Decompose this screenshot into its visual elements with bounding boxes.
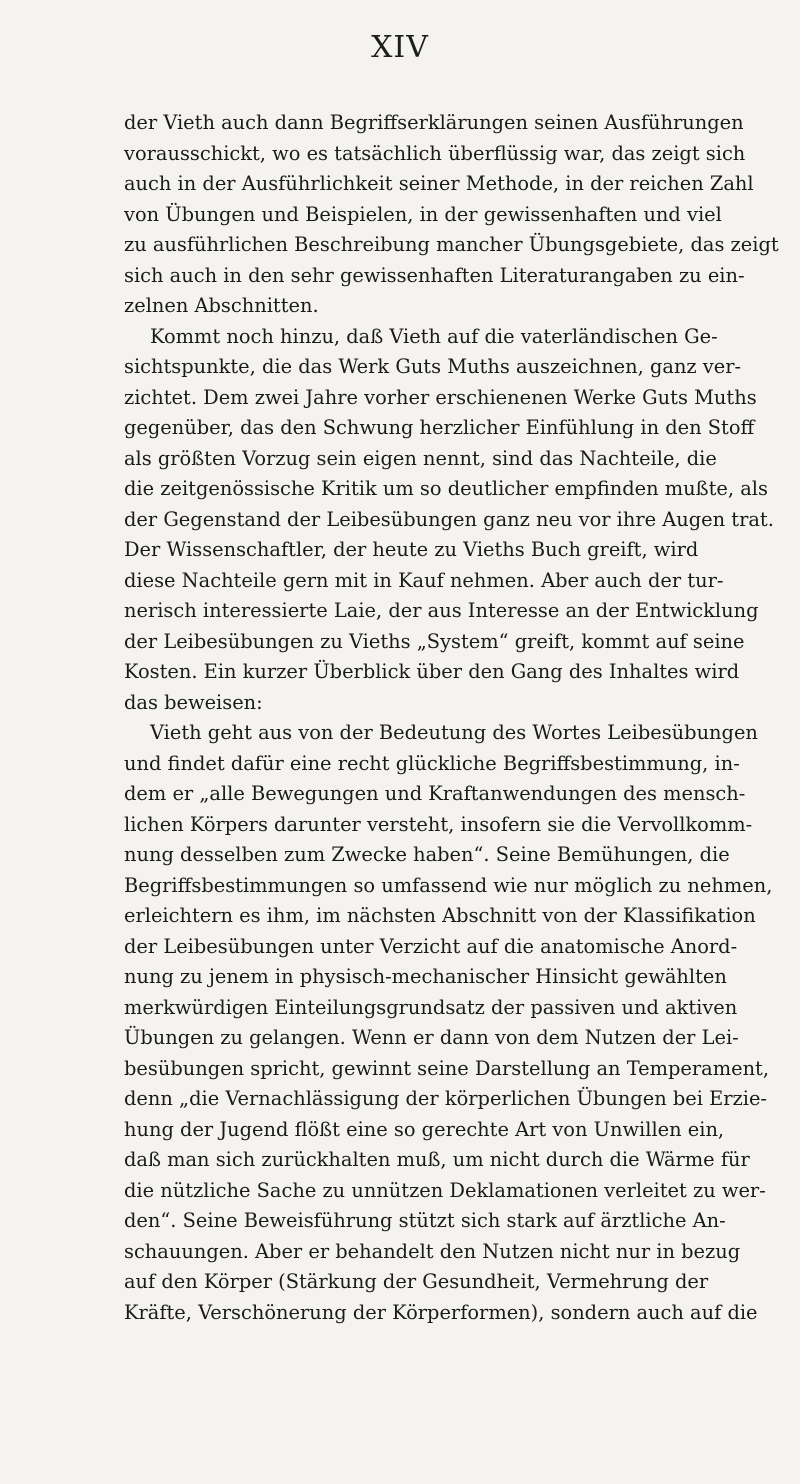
text-line: Kräfte, Verschönerung der Körperformen), sondern auch auf die (124, 1300, 758, 1324)
text-line: schauungen. Aber er behandelt den Nutzen nicht nur in bezug (124, 1239, 741, 1263)
text-line: der Gegenstand der Leibesübungen ganz neu vor ihre Augen trat. (124, 507, 774, 531)
text-line: sichtspunkte, die das Werk Guts Muths auszeichnen, ganz ver- (124, 355, 742, 378)
text-line: Kosten. Ein kurzer Überblick über den Gang des Inhaltes wird (124, 660, 740, 683)
text-line: dem er „alle Bewegungen und Kraftanwendungen des mensch- (124, 782, 746, 805)
text-line: Vieth geht aus von der Bedeutung des Wortes Leibesübungen (150, 721, 758, 744)
text-line: und findet dafür eine recht glückliche Begriffsbestimmung, in- (124, 751, 740, 775)
text-line: vorausschickt, wo es tatsächlich überflüssig war, das zeigt sich (124, 141, 746, 165)
text-line: nung zu jenem in physisch-mechanischer Hinsicht gewählten (124, 965, 727, 988)
text-line: denn „die Vernachlässigung der körperlichen Übungen bei Erzie- (124, 1087, 767, 1110)
text-line: Der Wissenschaftler, der heute zu Vieths Buch greift, wird (124, 538, 699, 561)
text-line: lichen Körpers darunter versteht, insofern sie die Vervollkomm- (124, 812, 753, 836)
text-line: gegenüber, das den Schwung herzlicher Einfühlung in den Stoff (124, 416, 755, 439)
text-line: der Leibesübungen unter Verzicht auf die anatomische Anord- (124, 934, 738, 958)
text-line: zichtet. Dem zwei Jahre vorher erschienenen Werke Guts Muths (124, 385, 757, 409)
text-line: die nützliche Sache zu unnützen Deklamationen verleitet zu wer- (124, 1178, 766, 1202)
text-line: hung der Jugend flößt eine so gerechte Art von Unwillen ein, (124, 1117, 725, 1141)
text-line: merkwürdigen Einteilungsgrundsatz der passiven und aktiven (124, 995, 738, 1019)
text-line: Übungen zu gelangen. Wenn er dann von dem Nutzen der Lei- (124, 1026, 739, 1049)
text-line: diese Nachteile gern mit in Kauf nehmen. Aber auch der tur- (124, 568, 724, 592)
body-text (124, 108, 779, 1328)
text-line: nerisch interessierte Laie, der aus Interesse an der Entwicklung (124, 599, 759, 622)
text-line: die zeitgenössische Kritik um so deutlicher empfinden mußte, als (124, 477, 768, 500)
text-line: besübungen spricht, gewinnt seine Darstellung an Temperament, (124, 1056, 770, 1080)
text-line: zu ausführlichen Beschreibung mancher Übungsgebiete, das zeigt (124, 233, 779, 256)
text-line: Begriffsbestimmungen so umfassend wie nur möglich zu nehmen, (124, 873, 773, 897)
text-line: Kommt noch hinzu, daß Vieth auf die vaterländischen Ge- (150, 324, 718, 348)
text-line: zelnen Abschnitten. (124, 294, 319, 317)
text-line: den“. Seine Beweisführung stützt sich stark auf ärztliche An- (124, 1209, 726, 1232)
text-line: auf den Körper (Stärkung der Gesundheit, Vermehrung der (124, 1270, 709, 1293)
text-line: das beweisen: (124, 690, 263, 714)
text-line: sich auch in den sehr gewissenhaften Literaturangaben zu ein- (124, 263, 745, 287)
page-number: XIV (371, 30, 429, 65)
text-line: von Übungen und Beispielen, in der gewissenhaften und viel (124, 202, 722, 226)
text-line: der Leibesübungen zu Vieths „System“ greift, kommt auf seine (124, 629, 745, 653)
text-line: der Vieth auch dann Begriffserklärungen seinen Ausführungen (124, 111, 744, 134)
text-line: als größten Vorzug sein eigen nennt, sind das Nachteile, die (124, 446, 717, 470)
text-line: daß man sich zurückhalten muß, um nicht durch die Wärme für (124, 1148, 750, 1171)
text-line: erleichtern es ihm, im nächsten Abschnitt von der Klassifikation (124, 904, 756, 927)
text-line: nung desselben zum Zwecke haben“. Seine Bemühungen, die (124, 843, 730, 866)
text-line: auch in der Ausführlichkeit seiner Methode, in der reichen Zahl (124, 172, 754, 195)
